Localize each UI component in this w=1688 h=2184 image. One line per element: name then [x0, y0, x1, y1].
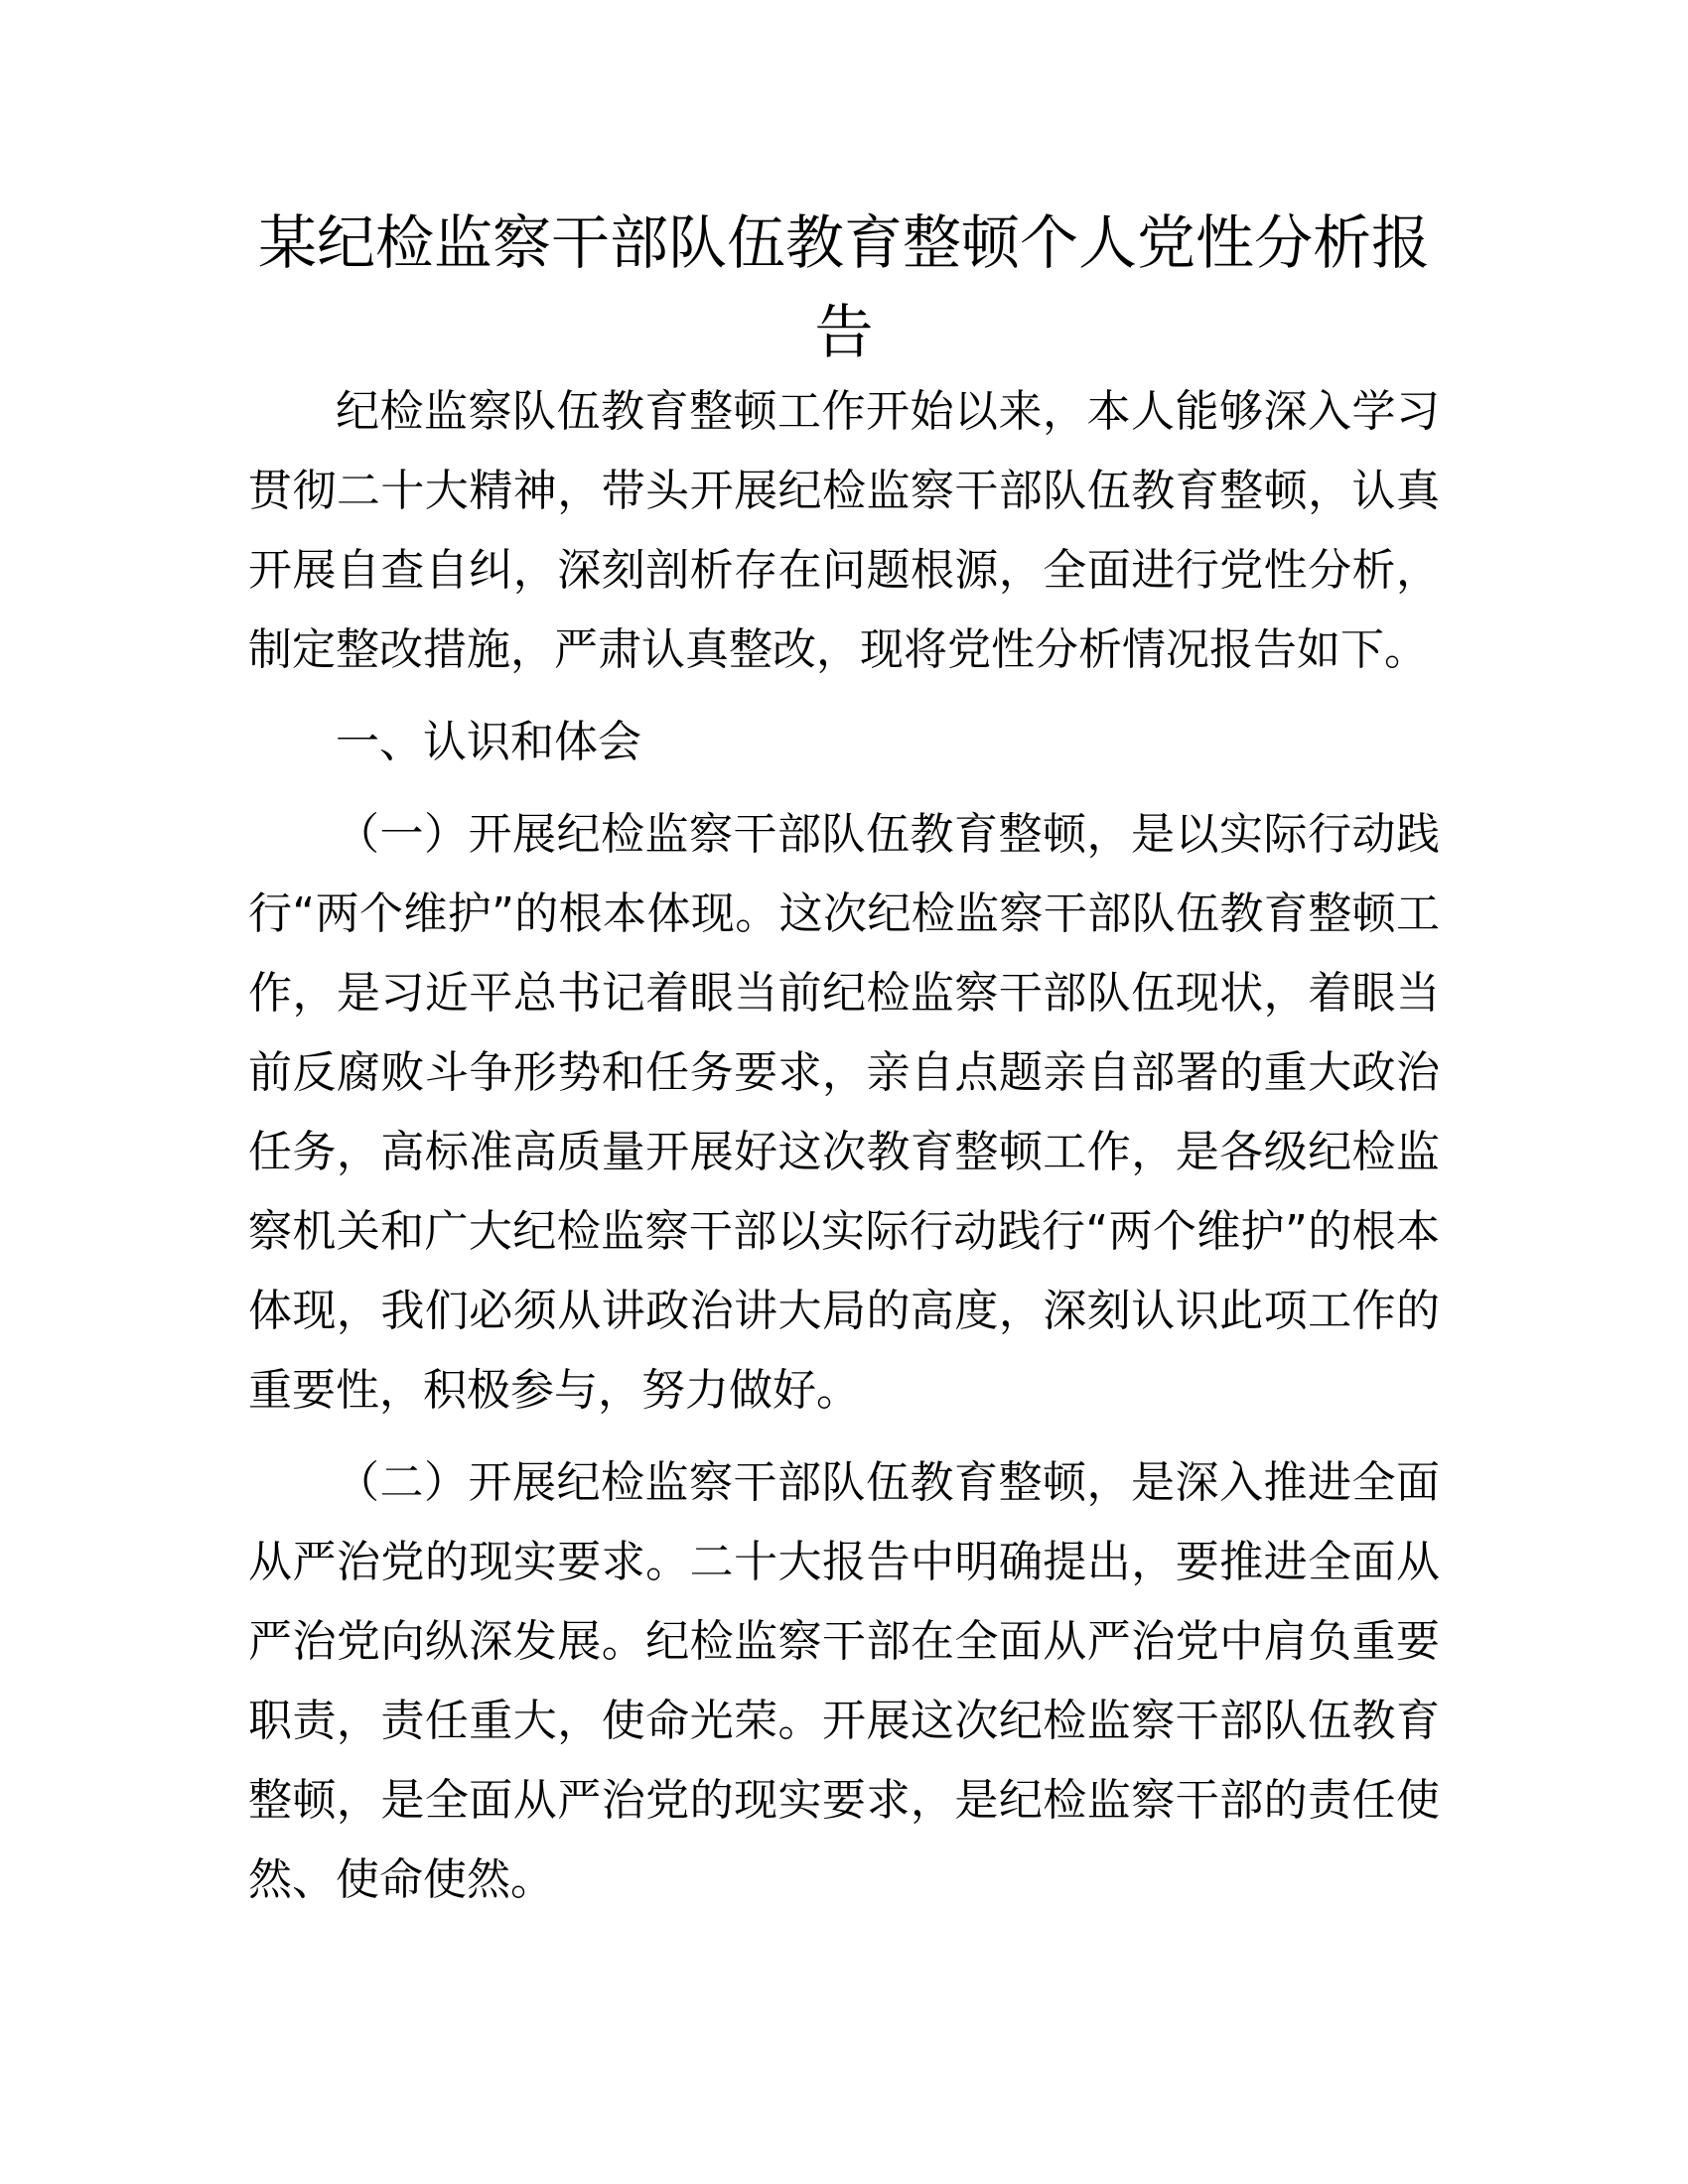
document-body [248, 372, 1440, 1933]
document-title: 某纪检监察干部队伍教育整顿个人党性分析报告 [257, 208, 1430, 366]
intro-paragraph: 纪检监察队伍教育整顿工作开始以来，本人能够深入学习贯彻二十大精神，带头开展纪检监察干部队伍教育整顿，认真开展自查自纠，深刻剖析存在问题根源，全面进行党性分析，制定整改措施，严肃认真整改，现将党性分析情况报告如下。 [248, 386, 1440, 675]
section-heading: 一、认识和体会 [336, 717, 641, 767]
body-paragraph: （二）开展纪检监察干部队伍教育整顿，是深入推进全面从严治党的现实要求。二十大报告中明确提出，要推进全面从严治党向纵深发展。纪检监察干部在全面从严治党中肩负重要职责，责任重大，使命光荣。开展这次纪检监察干部队伍教育整顿，是全面从严治党的现实要求，是纪检监察干部的责任使然、使命使然。 [248, 1457, 1440, 1905]
body-paragraph: （一）开展纪检监察干部队伍教育整顿，是以实际行动践行“两个维护”的根本体现。这次纪检监察干部队伍教育整顿工作，是习近平总书记着眼当前纪检监察干部队伍现状，着眼当前反腐败斗争形势和任务要求，亲自点题亲自部署的重大政治任务，高标准高质量开展好这次教育整顿工作，是各级纪检监察机关和广大纪检监察干部以实际行动践行“两个维护”的根本体现，我们必须从讲政治讲大局的高度，深刻认识此项工作的重要性，积极参与，努力做好。 [248, 809, 1440, 1416]
